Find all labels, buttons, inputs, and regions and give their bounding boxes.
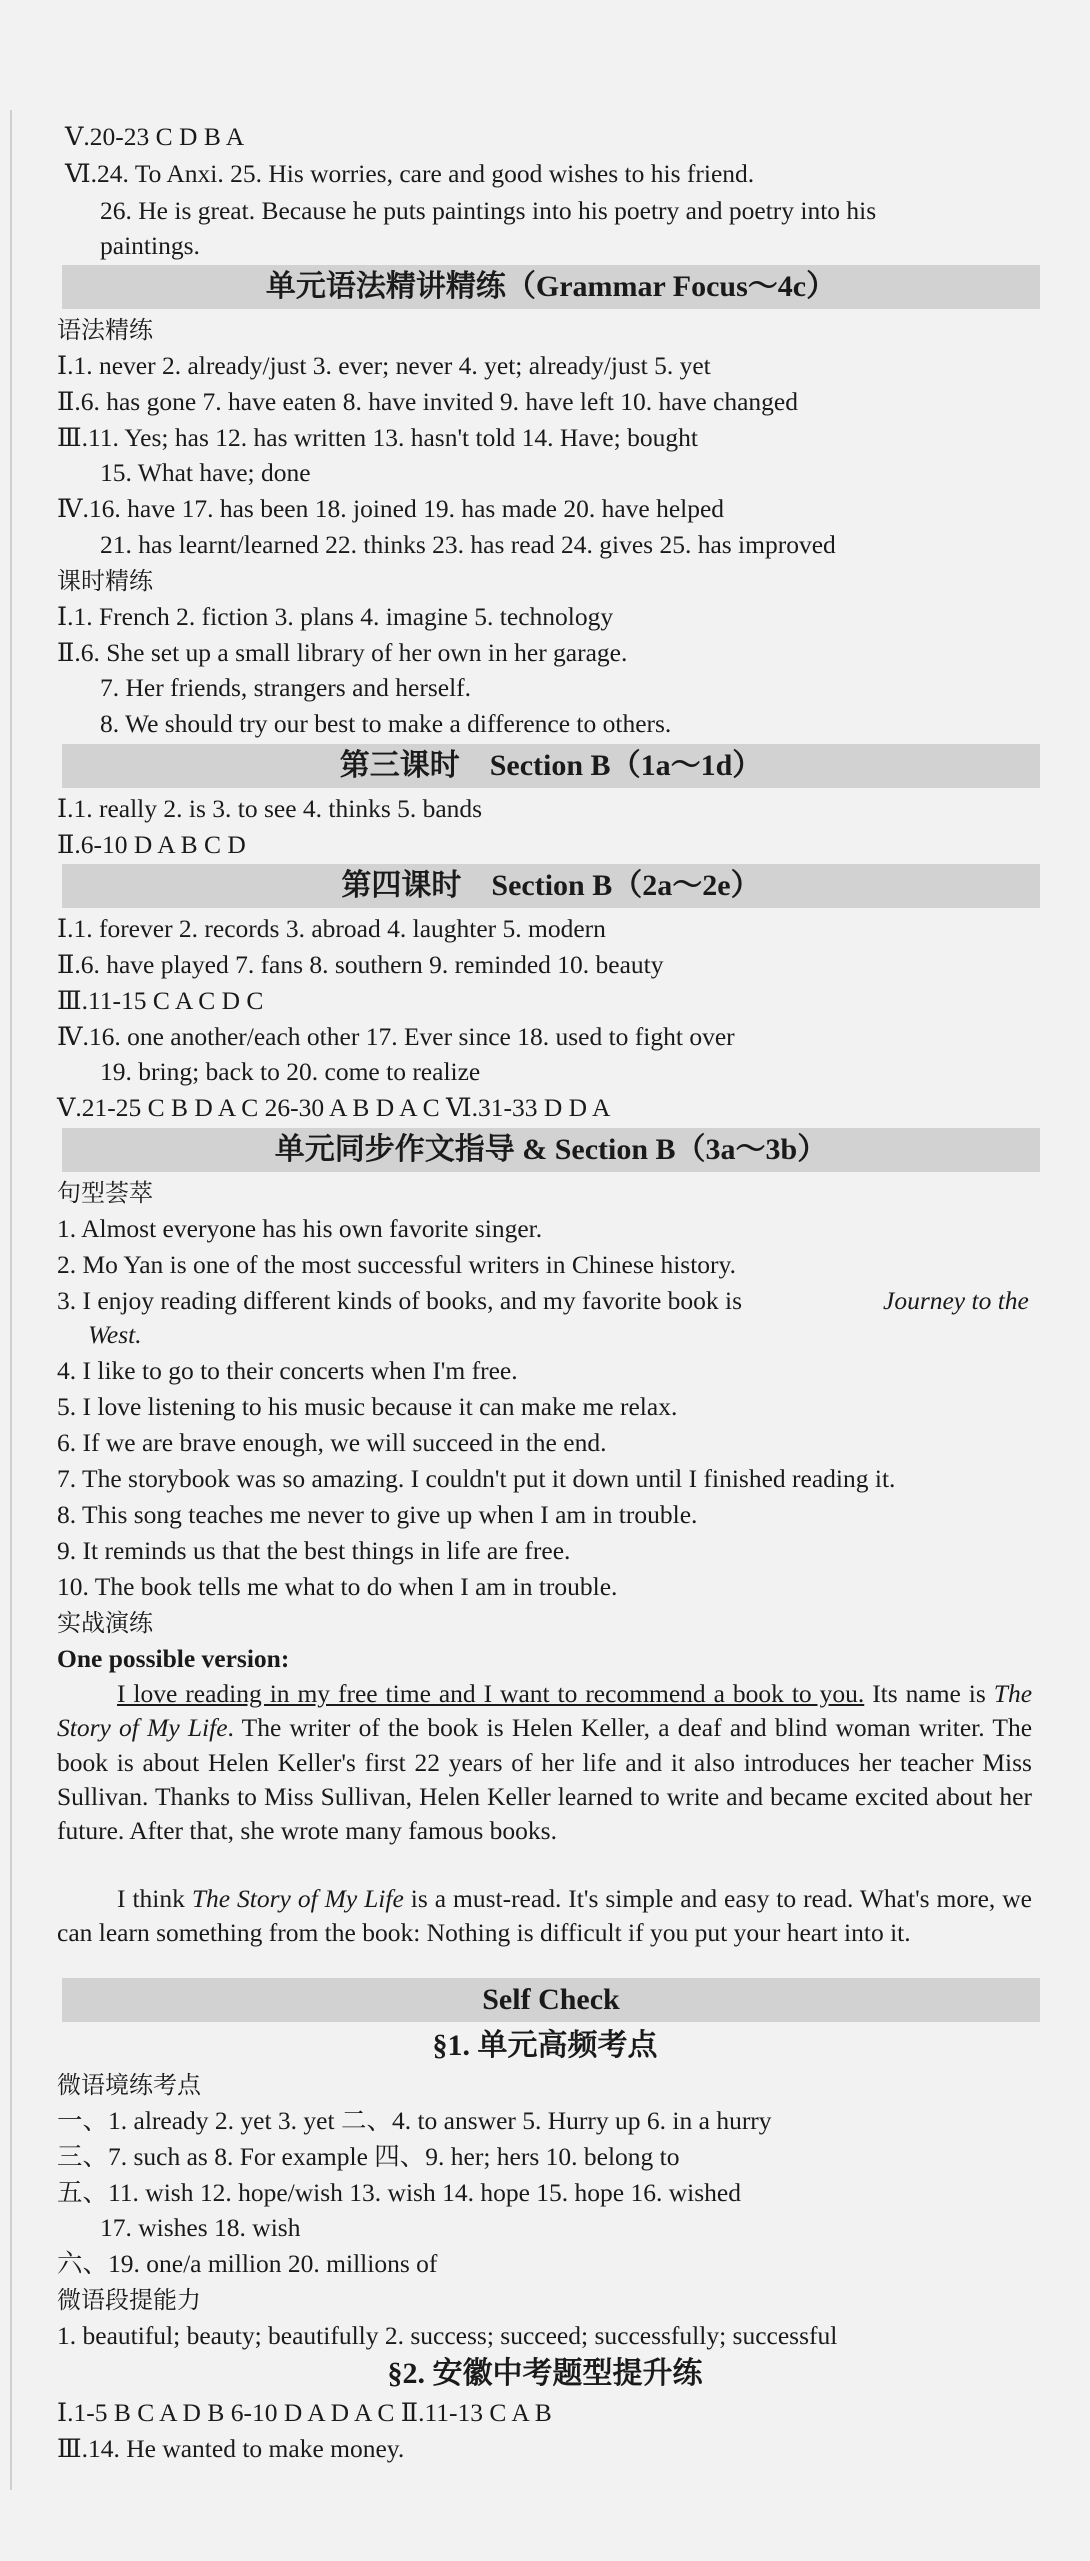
sentence-line: 7. The storybook was so amazing. I couldn't put it down until I finished reading it. bbox=[57, 1464, 896, 1493]
answer-line: Ⅰ.1. French 2. fiction 3. plans 4. imagine 5. technology bbox=[57, 602, 614, 631]
answer-line: Ⅱ.6-10 D A B C D bbox=[57, 830, 246, 859]
subheading: 课时精练 bbox=[57, 567, 153, 595]
answer-line: 一、1. already 2. yet 3. yet 二、4. to answer 5. Hurry up 6. in a hurry bbox=[57, 2106, 772, 2135]
subsection-title: §1. 单元高频考点 bbox=[432, 2029, 658, 2062]
section-heading-writing: 单元同步作文指导 & Section B（3a～3b） bbox=[62, 1128, 1040, 1172]
subsection-title: §2. 安徽中考题型提升练 bbox=[387, 2357, 703, 2390]
essay-paragraph bbox=[57, 1677, 1032, 1848]
essay-paragraph bbox=[57, 1882, 1032, 1951]
answer-line: 15. What have; done bbox=[100, 458, 311, 487]
answer-line: 1. beautiful; beauty; beautifully 2. success; succeed; successfully; successful bbox=[57, 2321, 838, 2350]
answer-line: Ⅰ.1. never 2. already/just 3. ever; never 4. yet; already/just 5. yet bbox=[57, 351, 711, 380]
book-title: The Story of My Life bbox=[57, 1679, 1033, 1743]
book-title: West. bbox=[88, 1320, 142, 1349]
essay-text: I think bbox=[117, 1884, 192, 1913]
subheading: 微语境练考点 bbox=[57, 2071, 201, 2099]
answer-line: 8. We should try our best to make a difference to others. bbox=[100, 709, 672, 738]
version-label: One possible version: bbox=[57, 1644, 290, 1673]
section-heading-lesson3: 第三课时 Section B（1a～1d） bbox=[62, 744, 1040, 788]
answer-line: Ⅰ.1-5 B C A D B 6-10 D A D A C Ⅱ.11-13 C A B bbox=[57, 2398, 552, 2427]
answer-line: Ⅵ.24. To Anxi. 25. His worries, care and good wishes to his friend. bbox=[65, 159, 755, 188]
subheading: 实战演练 bbox=[57, 1609, 153, 1637]
sentence-line: 8. This song teaches me never to give up when I am in trouble. bbox=[57, 1500, 698, 1529]
sentence-line: 6. If we are brave enough, we will succeed in the end. bbox=[57, 1428, 607, 1457]
section-heading-self-check: Self Check bbox=[62, 1978, 1040, 2022]
answer-line: 六、19. one/a million 20. millions of bbox=[57, 2249, 438, 2278]
answer-line: 26. He is great. Because he puts paintings into his poetry and poetry into his bbox=[100, 196, 877, 225]
answer-line: Ⅲ.11. Yes; has 12. has written 13. hasn't told 14. Have; bought bbox=[57, 423, 698, 452]
page-edge-line bbox=[10, 110, 12, 2490]
answer-line: 21. has learnt/learned 22. thinks 23. has read 24. gives 25. has improved bbox=[100, 530, 836, 559]
sentence-line: 10. The book tells me what to do when I am in trouble. bbox=[57, 1572, 618, 1601]
answer-line: Ⅲ.14. He wanted to make money. bbox=[57, 2434, 405, 2463]
answer-line: 五、11. wish 12. hope/wish 13. wish 14. hope 15. hope 16. wished bbox=[57, 2178, 741, 2207]
answer-line: Ⅳ.16. have 17. has been 18. joined 19. has made 20. have helped bbox=[57, 494, 725, 523]
answer-line: Ⅴ.21-25 C B D A C 26-30 A B D A C Ⅵ.31-33 D D A bbox=[57, 1093, 611, 1122]
answer-line: Ⅲ.11-15 C A C D C bbox=[57, 986, 264, 1015]
essay-text: is a must-read. It's simple and easy to read. What's more, we can learn something from the book: Nothing is difficult if you put your heart into it. bbox=[57, 1884, 1032, 1948]
answer-line: Ⅴ.20-23 C D B A bbox=[65, 122, 245, 151]
sentence-line: 4. I like to go to their concerts when I'm free. bbox=[57, 1356, 518, 1385]
sentence-line: 2. Mo Yan is one of the most successful writers in Chinese history. bbox=[57, 1250, 736, 1279]
sentence-line: 5. I love listening to his music because it can make me relax. bbox=[57, 1392, 678, 1421]
subheading: 微语段提能力 bbox=[57, 2286, 201, 2314]
answer-line: Ⅰ.1. really 2. is 3. to see 4. thinks 5. bands bbox=[57, 794, 483, 823]
subheading: 句型荟萃 bbox=[57, 1179, 153, 1207]
answer-line: 17. wishes 18. wish bbox=[100, 2213, 301, 2242]
section-heading-lesson4: 第四课时 Section B（2a～2e） bbox=[62, 864, 1040, 908]
answer-line: Ⅰ.1. forever 2. records 3. abroad 4. laughter 5. modern bbox=[57, 914, 606, 943]
sentence-line bbox=[57, 1284, 1029, 1318]
answer-line: Ⅱ.6. have played 7. fans 8. southern 9. reminded 10. beauty bbox=[57, 950, 664, 979]
subheading: 语法精练 bbox=[57, 316, 153, 344]
topic-sentence: I love reading in my free time and I want to recommend a book to you. bbox=[117, 1679, 865, 1708]
section-heading-grammar: 单元语法精讲精练（Grammar Focus～4c） bbox=[62, 265, 1040, 309]
book-title: The Story of My Life bbox=[191, 1884, 404, 1913]
answer-line: 三、7. such as 8. For example 四、9. her; hers 10. belong to bbox=[57, 2142, 680, 2171]
essay-text: Its name is bbox=[864, 1679, 994, 1708]
sentence-line: 9. It reminds us that the best things in life are free. bbox=[57, 1536, 571, 1565]
answer-line: 19. bring; back to 20. come to realize bbox=[100, 1057, 481, 1086]
answer-line: Ⅳ.16. one another/each other 17. Ever since 18. used to fight over bbox=[57, 1022, 735, 1051]
answer-line: 7. Her friends, strangers and herself. bbox=[100, 673, 472, 702]
essay-text: . The writer of the book is Helen Keller, a deaf and blind woman writer. The book is about Helen Keller's first 22 years of her life and it also introduces her teacher Miss Sullivan. Thanks to Miss Sullivan, Helen Keller learned to write and became excited about her future. After that, she wrote many famous books. bbox=[57, 1713, 1033, 1846]
book-title: Journey to the bbox=[883, 1286, 1029, 1315]
answer-line: Ⅱ.6. She set up a small library of her own in her garage. bbox=[57, 638, 628, 667]
sentence-line: 1. Almost everyone has his own favorite singer. bbox=[57, 1214, 543, 1243]
sentence-text: 3. I enjoy reading different kinds of books, and my favorite book is bbox=[57, 1286, 743, 1315]
answer-line: Ⅱ.6. has gone 7. have eaten 8. have invited 9. have left 10. have changed bbox=[57, 387, 798, 416]
answer-line: paintings. bbox=[100, 231, 200, 260]
